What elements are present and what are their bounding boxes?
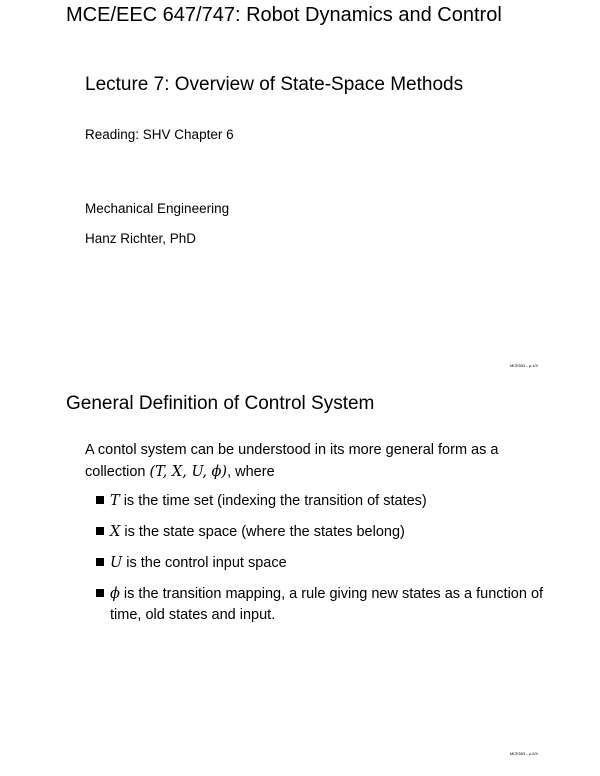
bullet-symbol: T: [110, 493, 120, 509]
list-item: [96, 491, 556, 512]
bullet-symbol: X: [110, 524, 121, 540]
section-title: General Definition of Control System: [66, 393, 375, 414]
author-name: Hanz Richter, PhD: [85, 231, 197, 246]
square-bullet-icon: [96, 496, 104, 504]
bullet-text: is the state space (where the states belong): [120, 524, 405, 540]
intro-math-tuple: (T, X, U, ϕ): [149, 464, 228, 480]
bullet-text: is the control input space: [122, 555, 287, 571]
course-title: MCE/EEC 647/747: Robot Dynamics and Control: [66, 4, 502, 26]
page-number-slide-2: MCE503 – p.2/X: [510, 751, 538, 756]
bullet-text: is the transition mapping, a rule giving new states as a function of time, old states and input.: [110, 586, 544, 623]
bullet-text: is the time set (indexing the transition of states): [119, 493, 427, 509]
intro-line-1: A contol system can be understood in its more general form as a: [85, 442, 499, 458]
intro-line-2-suffix: , where: [227, 464, 275, 480]
definition-list: [96, 491, 556, 636]
list-item: [96, 522, 556, 543]
square-bullet-icon: [96, 589, 104, 597]
bullet-symbol: ϕ: [110, 586, 120, 602]
reading-note: Reading: SHV Chapter 6: [85, 127, 234, 142]
square-bullet-icon: [96, 558, 104, 566]
lecture-title: Lecture 7: Overview of State-Space Methods: [85, 74, 464, 95]
page-number-slide-1: MCE503 – p.1/X: [510, 363, 538, 368]
list-item: [96, 553, 556, 574]
intro-paragraph: [85, 439, 545, 483]
list-item: [96, 584, 556, 626]
square-bullet-icon: [96, 527, 104, 535]
intro-line-2-prefix: collection: [85, 464, 150, 480]
bullet-symbol: U: [110, 555, 123, 571]
department-name: Mechanical Engineering: [85, 201, 230, 216]
